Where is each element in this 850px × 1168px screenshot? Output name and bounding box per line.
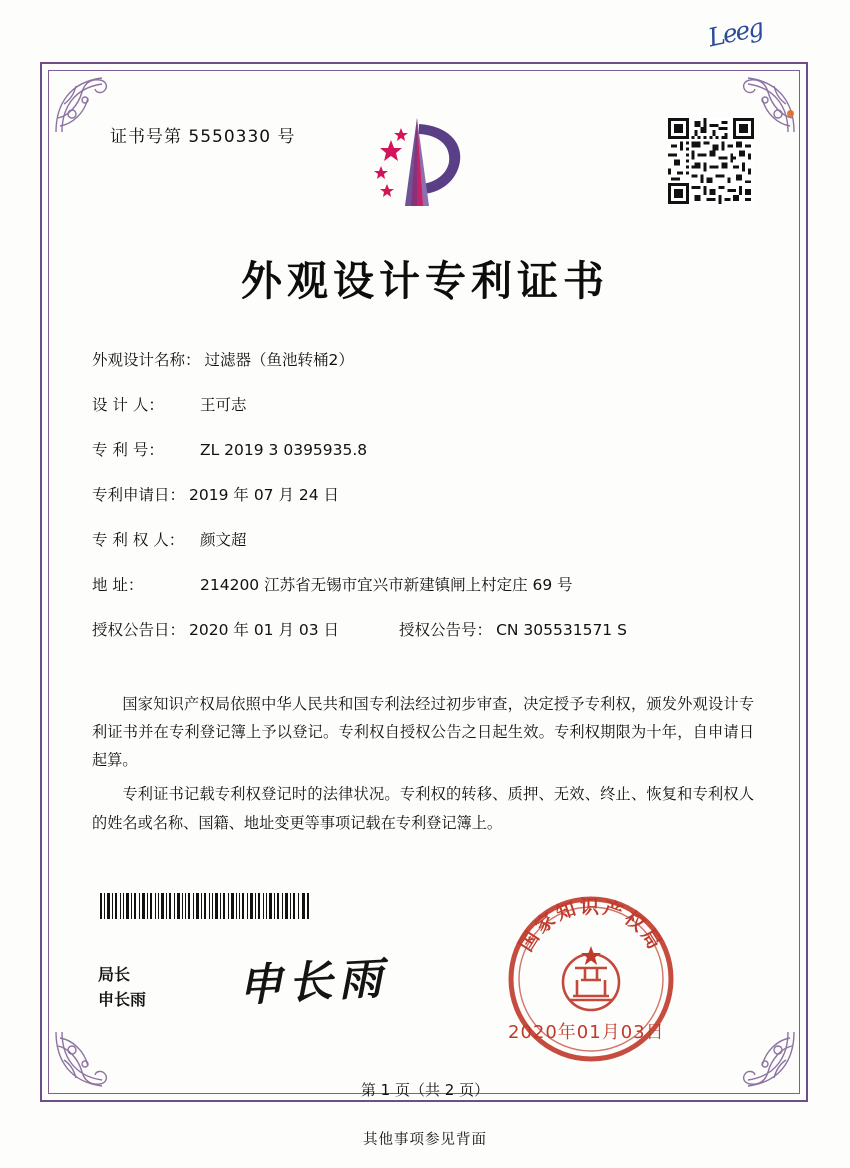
- field-label: 外观设计名称：: [92, 351, 201, 369]
- field-label: 专 利 号：: [92, 441, 164, 459]
- grant-date-label: 授权公告日：: [92, 621, 186, 639]
- field-value: 颜文超: [200, 531, 247, 549]
- legal-paragraph-1: 国家知识产权局依照中华人民共和国专利法经过初步审查，决定授予专利权，颁发外观设计专利证书并在专利登记簿上予以登记。专利权自授权公告之日起生效。专利权期限为十年，自申请日起算。: [92, 695, 754, 770]
- director-label-block: [98, 963, 146, 1013]
- legal-text: [92, 690, 754, 843]
- field-grant-announcement: [92, 618, 752, 640]
- svg-text:国家知识产权局: 国家知识产权局: [515, 896, 667, 956]
- field-label: 地 址：: [92, 576, 144, 594]
- field-value: 王可志: [200, 396, 247, 414]
- ink-dot: [787, 110, 794, 117]
- legal-paragraph-2: 专利证书记载专利权登记时的法律状况。专利权的转移、质押、无效、终止、恢复和专利权人的姓名或名称、国籍、地址变更等事项记载在专利登记簿上。: [92, 785, 754, 832]
- field-patent-number: [92, 438, 752, 460]
- field-address: [92, 573, 752, 595]
- field-value: 214200 江苏省无锡市宜兴市新建镇闸上村定庄 69 号: [200, 576, 573, 594]
- page-number: 第 1 页（共 2 页）: [360, 1081, 490, 1099]
- field-list: [92, 348, 752, 663]
- field-design-name: [92, 348, 752, 370]
- field-value: ZL 2019 3 0395935.8: [200, 441, 368, 459]
- back-side-note: 其他事项参见背面: [363, 1132, 487, 1148]
- cnipa-logo-icon: [355, 110, 475, 220]
- field-value: 2019 年 07 月 24 日: [189, 486, 340, 504]
- handwritten-mark: Leeg: [705, 12, 765, 53]
- certificate-number: 证书号第 5550330 号: [110, 127, 296, 147]
- director-handwritten-signature: 申长雨: [237, 953, 390, 1012]
- field-application-date: [92, 483, 752, 505]
- field-label: 设 计 人：: [92, 396, 164, 414]
- official-seal-icon: [498, 886, 684, 1072]
- grant-date-value: 2020 年 01 月 03 日: [189, 621, 340, 639]
- page-title: 外观设计专利证书: [241, 257, 609, 305]
- grant-number-value: CN 305531571 S: [496, 621, 627, 639]
- director-name-label: 申长雨: [98, 989, 147, 1009]
- field-patentee: [92, 528, 752, 550]
- director-role-label: 局长: [98, 965, 131, 984]
- field-label: 专 利 权 人：: [92, 531, 185, 549]
- barcode-icon: [98, 893, 310, 919]
- field-value: 过滤器（鱼池转桶2）: [204, 351, 354, 369]
- field-designer: [92, 393, 752, 415]
- field-label: 专利申请日：: [92, 486, 186, 504]
- seal-date: 2020年01月03日: [508, 1022, 665, 1043]
- grant-number-label: 授权公告号：: [399, 621, 493, 639]
- qr-code-icon: [668, 118, 754, 204]
- corner-ornament-icon: [52, 74, 114, 136]
